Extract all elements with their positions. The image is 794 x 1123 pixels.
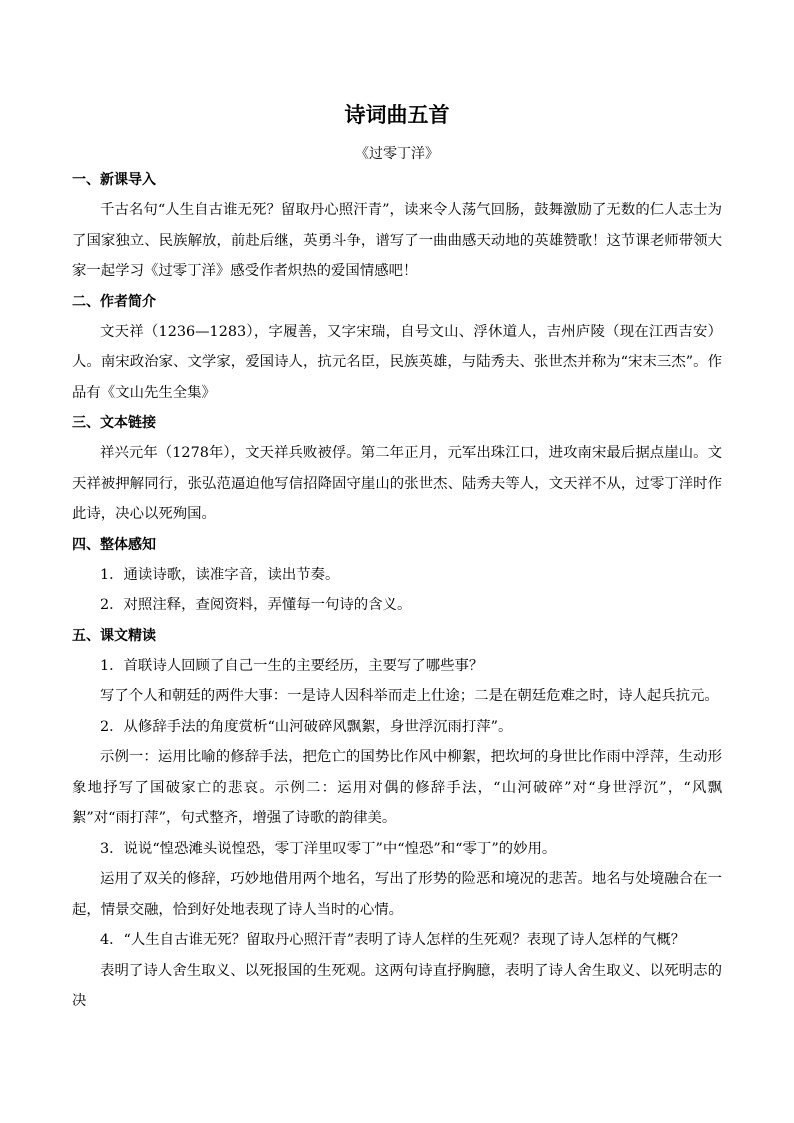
paragraph: 文天祥（1236—1283），字履善，又字宋瑞，自号文山、浮休道人，吉州庐陵（现在江西吉安）人。南宋政治家、文学家，爱国诗人，抗元名臣，民族英雄，与陆秀夫、张世杰并称为“宋末三杰”。作品有《文山先生全集》	[72, 323, 722, 401]
section-heading: 五、课文精读	[72, 627, 156, 644]
section-heading: 三、文本链接	[72, 415, 156, 431]
document-page	[72, 100, 722, 1017]
question: 3．说说“惶恐滩头说惶恐，零丁洋里叹零丁”中“惶恐”和“零丁”的妙用。	[100, 840, 557, 857]
section-close-reading	[72, 621, 722, 1017]
answer: 表明了诗人舍生取义、以死报国的生死观。这两句诗直抒胸臆，表明了诗人舍生取义、以死明志的决	[72, 962, 722, 1009]
section-heading: 四、整体感知	[72, 536, 156, 553]
section-heading: 一、新课导入	[72, 172, 156, 188]
section-author	[72, 287, 722, 409]
answer: 示例一：运用比喻的修辞手法，把危亡的国势比作风中柳絮，把坎坷的身世比作雨中浮萍，生动形象地抒写了国破家亡的悲哀。示例二：运用对偶的修辞手法，“山河破碎”对“身世浮沉”，“风飘絮”对“雨打萍”，句式整齐，增强了诗歌的韵律美。	[72, 749, 722, 826]
section-background	[72, 408, 722, 530]
question: 1．首联诗人回顾了自己一生的主要经历，主要写了哪些事？	[100, 657, 484, 674]
answer: 运用了双关的修辞，巧妙地借用两个地名，写出了形势的险恶和境况的悲苦。地名与处境融合在一起，情景交融，恰到好处地表现了诗人当时的心情。	[72, 871, 722, 918]
page-title: 诗词曲五首	[344, 103, 450, 127]
paragraph: 千古名句“人生自古谁无死？留取丹心照汗青”，读来令人荡气回肠，鼓舞激励了无数的仁人志士为了国家独立、民族解放，前赴后继，英勇斗争，谱写了一曲曲感天动地的英雄赞歌！这节课老师带领大家一起学习《过零丁洋》感受作者炽热的爱国情感吧！	[72, 202, 722, 279]
paragraph: 祥兴元年（1278年），文天祥兵败被俘。第二年正月，元军出珠江口，进攻南宋最后据点崖山。文天祥被押解同行，张弘范逼迫他写信招降固守崖山的张世杰、陆秀夫等人，文天祥不从，过零丁洋时作此诗，决心以死殉国。	[72, 445, 722, 522]
paragraph: 2．对照注释，查阅资料，弄懂每一句诗的含义。	[100, 597, 412, 613]
poem-subtitle: 《过零丁洋》	[355, 146, 439, 162]
paragraph: 1．通读诗歌，读准字音，读出节奏。	[100, 566, 340, 583]
section-intro	[72, 165, 722, 287]
section-overview	[72, 530, 722, 621]
answer: 写了个人和朝廷的两件大事：一是诗人因科举而走上仕途；二是在朝廷危难之时，诗人起兵抗元。	[100, 688, 719, 704]
question: 2．从修辞手法的角度赏析“山河破碎风飘絮，身世浮沉雨打萍”。	[100, 718, 513, 735]
section-heading: 二、作者简介	[72, 293, 156, 310]
question: 4．“人生自古谁无死？留取丹心照汗青”表明了诗人怎样的生死观？表现了诗人怎样的气概？	[100, 932, 686, 948]
